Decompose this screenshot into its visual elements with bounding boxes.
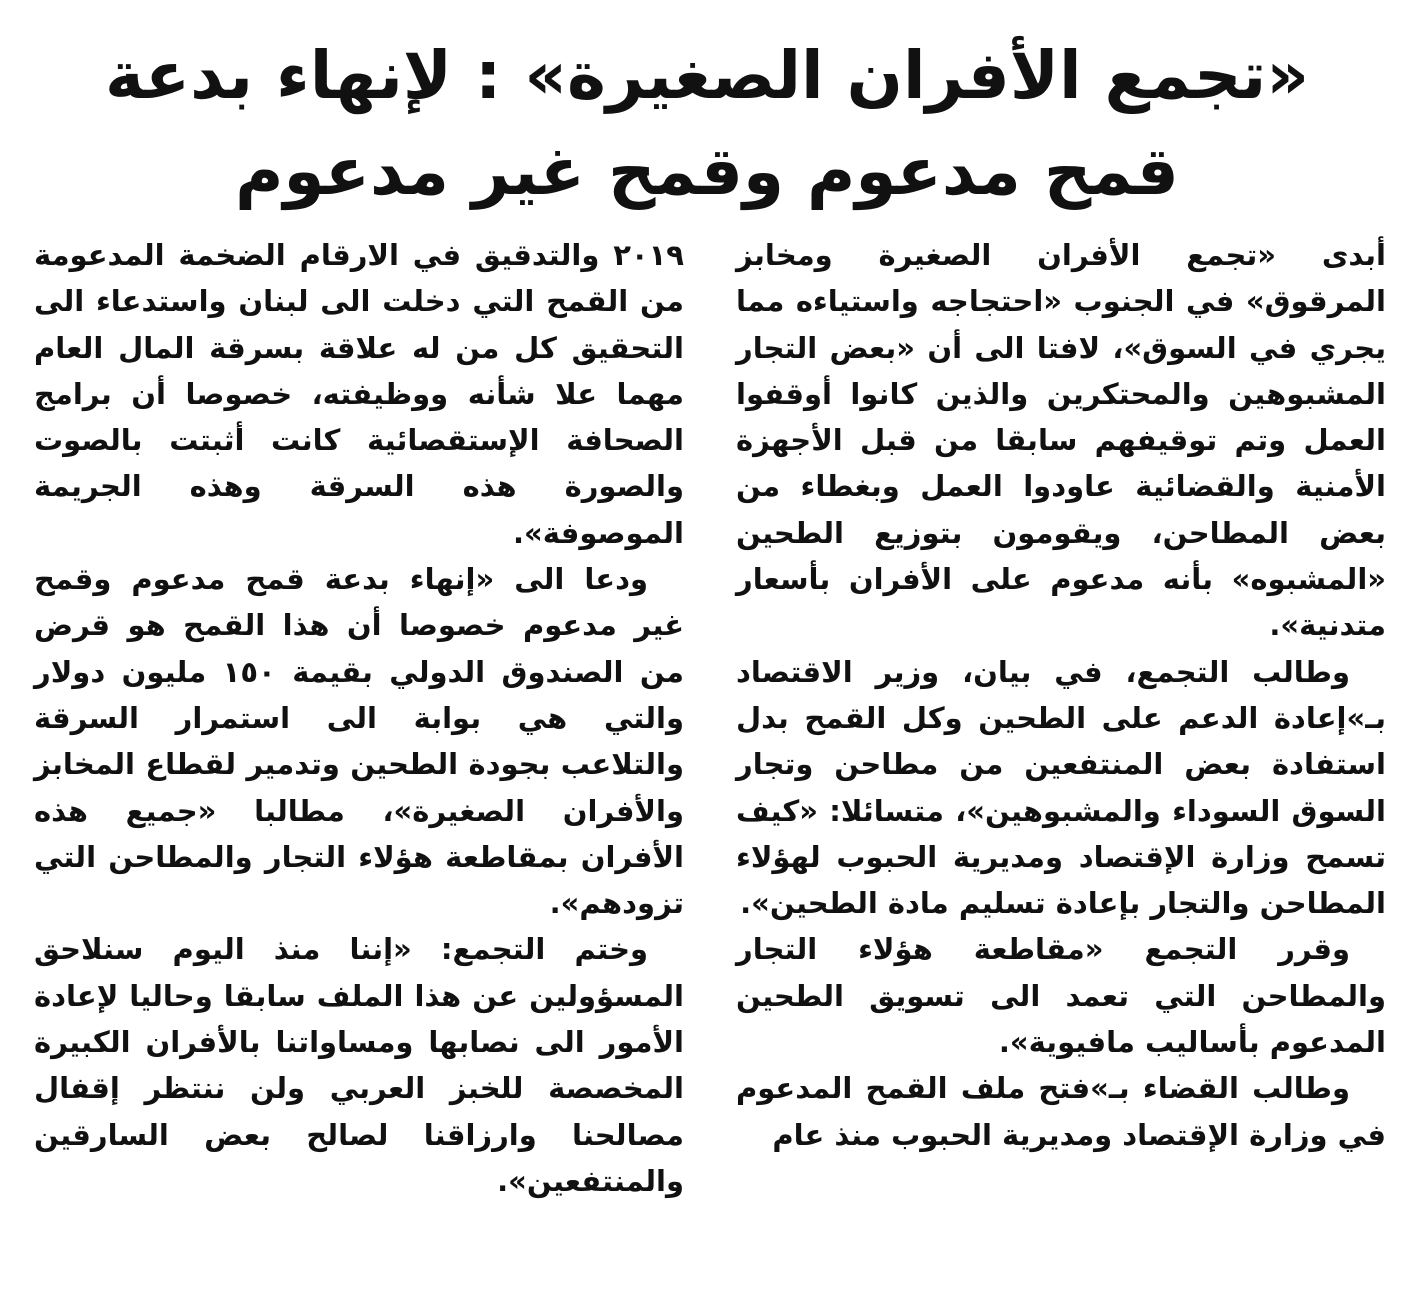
article-column-left — [34, 232, 684, 1204]
headline-line-2: قمح مدعوم وقمح غير مدعوم — [235, 133, 1179, 210]
paragraph: وختم التجمع: «إننا منذ اليوم سنلاحق المسؤولين عن هذا الملف سابقا وحاليا لإعادة الأمور الى نصابها ومساواتنا بالأفران الكبيرة المخصصة للخبز العربي ولن ننتظر إقفال مصالحنا وارزاقنا لصالح بعض السارقين والمنتفعين». — [34, 932, 684, 1198]
paragraph: وطالب القضاء بـ»فتح ملف القمح المدعوم في وزارة الإقتصاد ومديرية الحبوب منذ عام — [736, 1071, 1386, 1152]
paragraph: أبدى «تجمع الأفران الصغيرة ومخابز المرقوق» في الجنوب «احتجاجه واستياءه مما يجري في السوق»، لافتا الى أن «بعض التجار المشبوهين والمحتكرين والذين كانوا أوقفوا العمل وتم توقيفهم سابقا من قبل الأجهزة الأمنية والقضائية عاودوا العمل وبغطاء من بعض المطاحن، ويقومون بتوزيع الطحين «المشبوه» بأنه مدعوم على الأفران بأسعار متدنية». — [736, 238, 1386, 643]
headline-line-1: «تجمع الأفران الصغيرة» : لإنهاء بدعة — [105, 37, 1309, 114]
paragraph: ٢٠١٩ والتدقيق في الارقام الضخمة المدعومة من القمح التي دخلت الى لبنان واستدعاء الى التحقيق كل من له علاقة بسرقة المال العام مهما علا شأنه ووظيفته، خصوصا أن برامج الصحافة الإستقصائية كانت أثبتت بالصوت والصورة هذه السرقة وهذه الجريمة الموصوفة». — [34, 238, 684, 550]
paragraph: وقرر التجمع «مقاطعة هؤلاء التجار والمطاحن التي تعمد الى تسويق الطحين المدعوم بأساليب مافيوية». — [736, 932, 1386, 1060]
paragraph: وطالب التجمع، في بيان، وزير الاقتصاد بـ»إعادة الدعم على الطحين وكل القمح بدل استفادة بعض المنتفعين من مطاحن وتجار السوق السوداء والمشبوهين»، متسائلا: «كيف تسمح وزارة الإقتصاد ومديرية الحبوب لهؤلاء المطاحن والتجار بإعادة تسليم مادة الطحين». — [736, 654, 1386, 921]
headline — [60, 28, 1354, 220]
paragraph: ودعا الى «إنهاء بدعة قمح مدعوم وقمح غير مدعوم خصوصا أن هذا القمح هو قرض من الصندوق الدولي بقيمة ١٥٠ مليون دولار والتي هي بوابة الى استمرار السرقة والتلاعب بجودة الطحين وتدمير لقطاع المخابز والأفران الصغيرة»، مطالبا «جميع هذه الأفران بمقاطعة هؤلاء التجار والمطاحن التي تزودهم». — [34, 562, 684, 921]
article-column-right — [736, 232, 1386, 1158]
